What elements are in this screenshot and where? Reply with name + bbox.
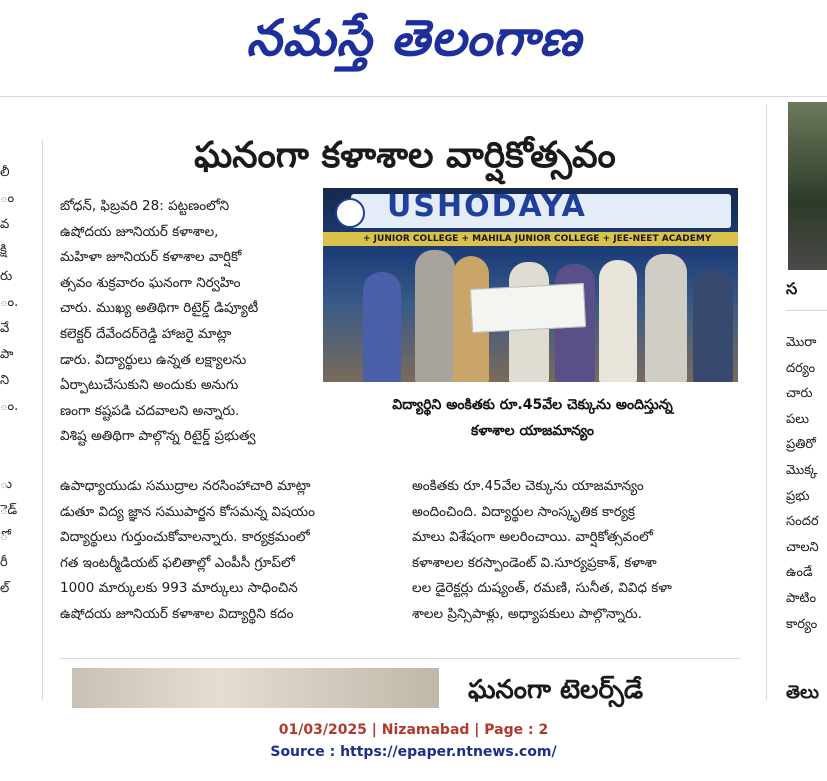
- text-line: లల డైరెక్టర్లు దుష్యంత్, రమణి, సునీత, వివిధ కళా: [412, 580, 672, 597]
- text-fragment: మొరా: [786, 335, 817, 350]
- text-line: అంకితకు రూ.45వేల చెక్కును యాజమాన్యం: [412, 478, 644, 494]
- article-column-1: [60, 194, 310, 450]
- photo-strip-text: + JUNIOR COLLEGE + MAHILA JUNIOR COLLEGE + JEE-NEET ACADEMY: [363, 234, 712, 244]
- text-fragment: వ: [0, 217, 10, 232]
- text-fragment: ల్: [0, 581, 10, 596]
- text-line: త్సవం శుక్రవారం ఘనంగా నిర్వహిం: [60, 274, 241, 291]
- text-fragment: రు: [0, 269, 13, 284]
- text-fragment: చాలని: [786, 539, 819, 555]
- newspaper-logo: నమస్తే తెలంగాణ: [246, 9, 582, 67]
- person-figure: [693, 270, 733, 382]
- cheque-board: [470, 283, 586, 333]
- text-line: బోధన్, ఫిబ్రవరి 28: పట్టణంలోని: [60, 198, 230, 214]
- photo-caption: [330, 392, 735, 444]
- bottom-article-headline: ఘనంగా టెలర్స్‌డే: [468, 675, 644, 705]
- text-fragment: ం.: [0, 295, 19, 310]
- masthead-divider: [0, 96, 827, 97]
- source-link[interactable]: Source : https://epaper.ntnews.com/: [270, 744, 557, 760]
- text-fragment: ు: [0, 477, 13, 492]
- text-fragment: ెడ్: [0, 503, 18, 518]
- column-divider-right: [766, 104, 767, 700]
- text-line: కలెక్టర్ దేవేందర్‌రెడ్డి హాజరై మాట్లా: [60, 325, 232, 342]
- text-fragment: కార్యం: [786, 616, 818, 632]
- text-line: ఉపాధ్యాయుడు సముద్రాల నరసింహాచారి మాట్లా: [60, 478, 311, 494]
- person-figure: [645, 254, 687, 382]
- article-bottom-divider: [60, 658, 740, 659]
- text-line: ఉషోదయ జూనియర్ కళాశాల విద్యార్థిని కదం: [60, 605, 294, 622]
- text-fragment: సందర: [786, 514, 819, 530]
- text-fragment: చారు: [786, 386, 813, 402]
- text-fragment: ప్రతిరో: [786, 437, 816, 453]
- text-line: మాలు విశేషంగా అలరించాయి. వార్షికోత్సవంలో: [412, 529, 653, 546]
- right-truncated-column: [786, 330, 827, 637]
- text-line: అందించింది. విద్యార్థుల సాంస్కృతిక కార్యక్ర: [412, 503, 635, 520]
- right-photo-caption: స: [786, 279, 798, 298]
- text-fragment: ం.: [0, 399, 19, 414]
- text-fragment: వే: [0, 321, 10, 336]
- text-line: ణంగా కష్టపడి చదవాలని అన్నారు.: [60, 402, 240, 419]
- article-column-2: [412, 474, 738, 628]
- text-line: గత ఇంటర్మీడియట్ ఫలితాల్లో ఎంపీసీ గ్రూప్‌లో: [60, 554, 295, 571]
- article-photo: [323, 188, 738, 382]
- text-fragment: ప్రభు: [786, 488, 810, 504]
- text-line: శాలల ప్రిన్సిపాళ్లు, అధ్యాపకులు పాల్గొన్నారు.: [412, 605, 643, 622]
- text-line: ఏర్పాటుచేసుకుని అందుకు అనుగు: [60, 377, 239, 394]
- text-line: విద్యార్థులు గుర్తుంచుకోవాలన్నారు. కార్యక్రమంలో: [60, 529, 310, 546]
- text-line: డుతూ విద్య జ్ఞాన సముపార్జన కోసమన్న విషయం: [60, 503, 315, 520]
- text-fragment: [0, 446, 16, 472]
- person-figure: [363, 272, 401, 382]
- edition-info: 01/03/2025 | Nizamabad | Page : 2: [278, 722, 549, 738]
- bottom-right-headline: తెలు: [786, 682, 819, 703]
- masthead: [0, 0, 827, 80]
- text-fragment: మొక్క: [786, 462, 818, 478]
- person-figure: [415, 250, 455, 382]
- column-divider-left: [42, 140, 43, 700]
- text-fragment: ఉండే: [786, 565, 813, 581]
- text-fragment: క్షి: [0, 243, 7, 258]
- text-line: 1000 మార్కులకు 993 మార్కులు సాధించిన: [60, 580, 298, 597]
- text-line: కళాశాలల కరస్పాండెంట్ వి.సూర్యప్రకాశ్, కళాశా: [412, 554, 657, 571]
- article-headline: ఘనంగా కళాశాల వార్షికోత్సవం: [194, 135, 616, 176]
- photo-caption-line: కళాశాల యాజమాన్యం: [471, 423, 594, 439]
- text-fragment: పా: [0, 347, 14, 362]
- photo-banner-text: USHODAYA: [387, 189, 587, 224]
- bottom-article-photo: [72, 668, 439, 708]
- text-line: డారు. విద్యార్థులు ఉన్నత లక్ష్యాలను: [60, 351, 247, 368]
- text-line: మహిళా జూనియర్ కళాశాల వార్షికో: [60, 249, 242, 266]
- person-figure: [599, 260, 637, 382]
- text-fragment: ని: [0, 373, 10, 388]
- text-fragment: ో: [0, 529, 8, 544]
- right-caption-divider: [786, 310, 827, 311]
- text-fragment: లీ: [0, 165, 10, 180]
- text-fragment: పలు: [786, 411, 809, 427]
- page-footer: [0, 712, 827, 781]
- text-line: చారు. ముఖ్య అతిథిగా రిటైర్డ్ డిప్యూటీ: [60, 300, 259, 317]
- text-line: ఉషోదయ జూనియర్ కళాశాల,: [60, 223, 219, 240]
- text-fragment: దర్యం: [786, 360, 816, 376]
- right-article-photo: [788, 102, 827, 270]
- text-fragment: ం: [0, 191, 15, 206]
- college-logo-icon: [335, 198, 365, 228]
- text-fragment: రీ: [0, 555, 8, 570]
- text-fragment: [0, 420, 16, 446]
- text-line: విశిష్ట అతిథిగా పాల్గొన్న రిటైర్డ్ ప్రభుత్వ: [60, 428, 256, 445]
- photo-caption-line: విద్యార్థిని అంకితకు రూ.45వేల చెక్కును అందిస్తున్న: [392, 397, 673, 413]
- left-truncated-column: [0, 160, 19, 602]
- text-fragment: పాటిం: [786, 590, 817, 606]
- article-column-1-continued: [60, 474, 396, 628]
